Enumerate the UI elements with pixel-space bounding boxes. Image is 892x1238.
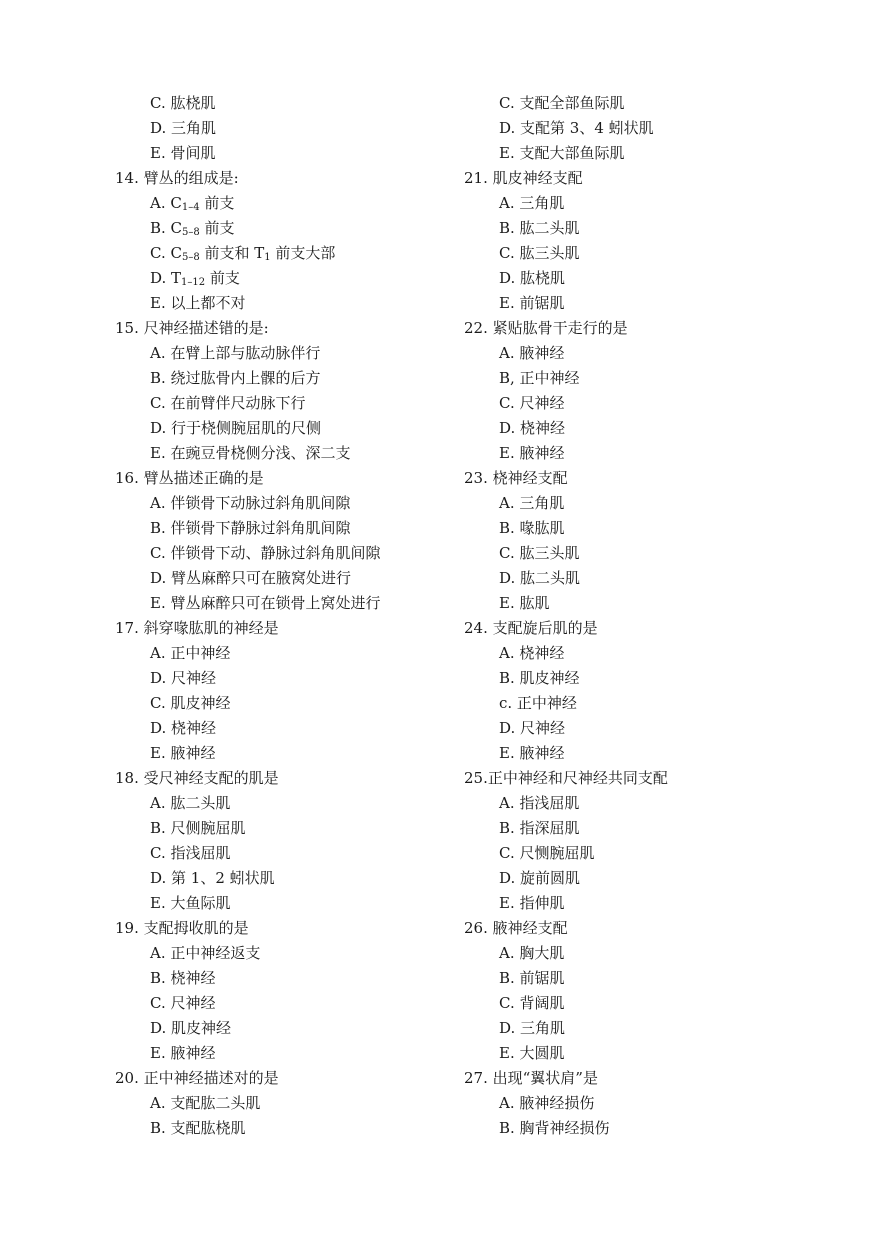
answer-option: E. 支配大部鱼际肌 bbox=[499, 144, 625, 162]
answer-option: C. 尺神经 bbox=[499, 394, 565, 412]
answer-option: B. 支配肱桡肌 bbox=[150, 1119, 246, 1137]
answer-option: C. 伴锁骨下动、静脉过斜角肌间隙 bbox=[150, 544, 381, 562]
option-text: 前支 bbox=[199, 194, 235, 212]
answer-option: C. 背阔肌 bbox=[499, 994, 565, 1012]
answer-option: E. 臂丛麻醉只可在锁骨上窝处进行 bbox=[150, 594, 381, 612]
answer-option: A. 伴锁骨下动脉过斜角肌间隙 bbox=[150, 494, 351, 512]
answer-option bbox=[115, 266, 515, 291]
question-stem: 23. 桡神经支配 bbox=[464, 469, 568, 487]
answer-option: E. 肱肌 bbox=[499, 594, 550, 612]
answer-option: E. 以上都不对 bbox=[150, 294, 246, 312]
answer-option: D. 旋前圆肌 bbox=[499, 869, 581, 887]
answer-option: E. 骨间肌 bbox=[150, 144, 216, 162]
answer-option: A. 在臂上部与肱动脉伴行 bbox=[150, 344, 321, 362]
answer-option: D. 桡神经 bbox=[150, 719, 217, 737]
answer-option: E. 指伸肌 bbox=[499, 894, 565, 912]
option-text: 前支 bbox=[199, 219, 235, 237]
question-stem: 16. 臂丛描述正确的是 bbox=[115, 469, 264, 487]
subscript: 1 bbox=[264, 252, 271, 263]
answer-option: B. 肱二头肌 bbox=[499, 219, 580, 237]
question-stem: 20. 正中神经描述对的是 bbox=[115, 1069, 279, 1087]
question-stem: 25.正中神经和尺神经共同支配 bbox=[464, 769, 668, 787]
answer-option: C. 尺恻腕屈肌 bbox=[499, 844, 595, 862]
answer-option: C. 肌皮神经 bbox=[150, 694, 231, 712]
answer-option: B. 喙肱肌 bbox=[499, 519, 565, 537]
question-stem: 19. 支配拇收肌的是 bbox=[115, 919, 249, 937]
answer-option: D. 尺神经 bbox=[150, 669, 217, 687]
answer-option: B. 尺侧腕屈肌 bbox=[150, 819, 246, 837]
answer-option: A. 腋神经 bbox=[499, 344, 565, 362]
subscript: 1–4 bbox=[181, 202, 200, 213]
answer-option: A. 胸大肌 bbox=[499, 944, 565, 962]
option-text: D. T bbox=[150, 269, 182, 287]
answer-option: B. 伴锁骨下静脉过斜角肌间隙 bbox=[150, 519, 351, 537]
answer-option: D. 臂丛麻醉只可在腋窝处进行 bbox=[150, 569, 352, 587]
question-stem: 26. 腋神经支配 bbox=[464, 919, 568, 937]
question-stem: 17. 斜穿喙肱肌的神经是 bbox=[115, 619, 279, 637]
answer-option: E. 在豌豆骨桡侧分浅、深二支 bbox=[150, 444, 351, 462]
answer-option: A. 腋神经损伤 bbox=[499, 1094, 595, 1112]
answer-option: C. 肱三头肌 bbox=[499, 544, 580, 562]
left-column bbox=[115, 91, 515, 1141]
answer-option: A. 肱二头肌 bbox=[150, 794, 231, 812]
answer-option: C. 尺神经 bbox=[150, 994, 216, 1012]
answer-option: C. 指浅屈肌 bbox=[150, 844, 231, 862]
answer-option: B. 绕过肱骨内上髁的后方 bbox=[150, 369, 321, 387]
answer-option: D. 第 1、2 蚓状肌 bbox=[150, 869, 275, 887]
option-text: A. C bbox=[150, 194, 182, 212]
answer-option: A. 桡神经 bbox=[499, 644, 565, 662]
answer-option bbox=[115, 241, 515, 266]
option-text: 前支大部 bbox=[270, 244, 336, 262]
answer-option bbox=[115, 191, 515, 216]
subscript: 1–12 bbox=[181, 277, 206, 288]
answer-option: E. 前锯肌 bbox=[499, 294, 565, 312]
option-text: C. C bbox=[150, 244, 182, 262]
right-column bbox=[464, 91, 864, 1141]
answer-option: A. 支配肱二头肌 bbox=[150, 1094, 261, 1112]
answer-option: B. 指深屈肌 bbox=[499, 819, 580, 837]
answer-option: A. 正中神经 bbox=[150, 644, 231, 662]
answer-option: C. 在前臂伴尺动脉下行 bbox=[150, 394, 306, 412]
answer-option: C. 支配全部鱼际肌 bbox=[499, 94, 625, 112]
answer-option: E. 腋神经 bbox=[499, 744, 565, 762]
question-stem: 21. 肌皮神经支配 bbox=[464, 169, 583, 187]
question-stem: 27. 出现“翼状肩”是 bbox=[464, 1069, 598, 1087]
question-stem: 18. 受尺神经支配的肌是 bbox=[115, 769, 279, 787]
answer-option: E. 腋神经 bbox=[499, 444, 565, 462]
answer-option: D. 肱桡肌 bbox=[499, 269, 566, 287]
answer-option: C. 肱三头肌 bbox=[499, 244, 580, 262]
option-text: 前支和 T bbox=[199, 244, 265, 262]
answer-option: E. 腋神经 bbox=[150, 744, 216, 762]
answer-option: E. 腋神经 bbox=[150, 1044, 216, 1062]
answer-option: A. 指浅屈肌 bbox=[499, 794, 580, 812]
option-text: B. C bbox=[150, 219, 183, 237]
answer-option: E. 大鱼际肌 bbox=[150, 894, 231, 912]
answer-option bbox=[115, 216, 515, 241]
subscript: 5–8 bbox=[181, 252, 200, 263]
option-text: 前支 bbox=[205, 269, 240, 287]
answer-option: D. 三角肌 bbox=[150, 119, 217, 137]
answer-option: D. 肌皮神经 bbox=[150, 1019, 232, 1037]
answer-option: D. 三角肌 bbox=[499, 1019, 566, 1037]
answer-option: B. 前锯肌 bbox=[499, 969, 565, 987]
question-stem: 14. 臂丛的组成是: bbox=[115, 169, 239, 187]
answer-option: A. 三角肌 bbox=[499, 194, 565, 212]
answer-option: D. 支配第 3、4 蚓状肌 bbox=[499, 119, 654, 137]
answer-option: B. 胸背神经损伤 bbox=[499, 1119, 610, 1137]
answer-option: B. 桡神经 bbox=[150, 969, 216, 987]
answer-option: C. 肱桡肌 bbox=[150, 94, 216, 112]
answer-option: B, 正中神经 bbox=[499, 369, 580, 387]
answer-option: B. 肌皮神经 bbox=[499, 669, 580, 687]
subscript: 5–8 bbox=[182, 227, 200, 238]
answer-option: c. 正中神经 bbox=[499, 694, 577, 712]
answer-option: A. 正中神经返支 bbox=[150, 944, 261, 962]
answer-option: D. 肱二头肌 bbox=[499, 569, 581, 587]
answer-option: E. 大圆肌 bbox=[499, 1044, 565, 1062]
answer-option: D. 桡神经 bbox=[499, 419, 566, 437]
question-stem: 22. 紧贴肱骨干走行的是 bbox=[464, 319, 628, 337]
question-stem: 24. 支配旋后肌的是 bbox=[464, 619, 598, 637]
answer-option: D. 行于桡侧腕屈肌的尺侧 bbox=[150, 419, 322, 437]
answer-option: D. 尺神经 bbox=[499, 719, 566, 737]
answer-option: A. 三角肌 bbox=[499, 494, 565, 512]
question-stem: 15. 尺神经描述错的是: bbox=[115, 319, 269, 337]
